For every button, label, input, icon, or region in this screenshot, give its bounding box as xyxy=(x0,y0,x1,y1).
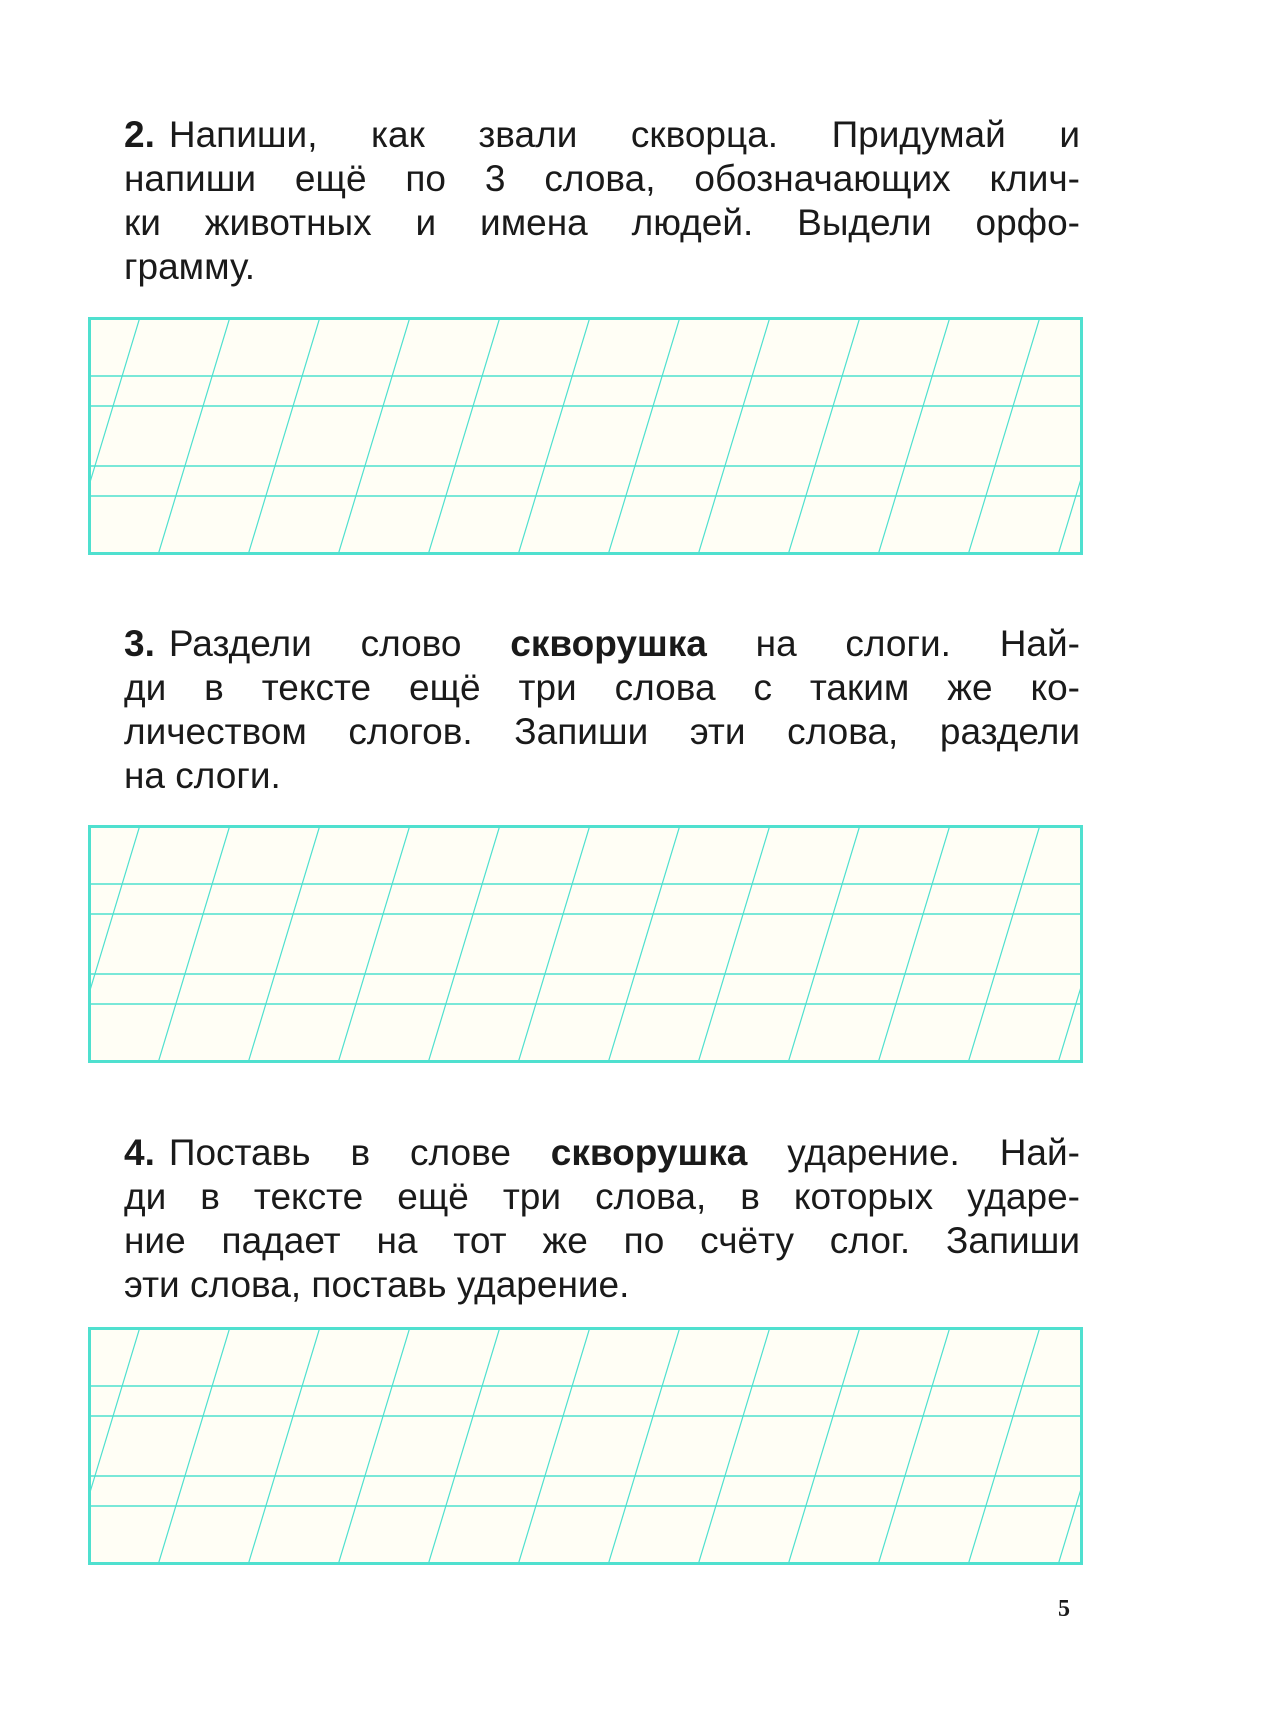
task-2-line-2-text: напиши ещё по 3 слова, обозначающих клич- xyxy=(124,158,1080,199)
task-3-line-1-text-b: на слоги. Най- xyxy=(706,623,1080,664)
task-4-line-1-text-a: Поставь в слове xyxy=(168,1132,551,1173)
task-2-line-1 xyxy=(124,113,1080,157)
task-4-line-3-text: ние падает на тот же по счёту слог. Запиши xyxy=(124,1220,1080,1261)
task-2-text xyxy=(124,113,1080,289)
task-3-line-2-text: ди в тексте ещё три слова с таким же ко- xyxy=(124,667,1080,708)
writing-grid-task-3[interactable] xyxy=(88,825,1083,1063)
task-2-line-3-text: ки животных и имена людей. Выдели орфо- xyxy=(124,202,1080,243)
task-4-text xyxy=(124,1131,1080,1307)
task-2-line-2 xyxy=(124,157,1080,201)
grid-svg xyxy=(88,1327,1083,1565)
task-4-line-2 xyxy=(124,1175,1080,1219)
page-number: 5 xyxy=(1058,1596,1070,1622)
task-3-line-2 xyxy=(124,666,1080,710)
task-2-line-4 xyxy=(124,245,1080,289)
grid-svg xyxy=(88,317,1083,555)
task-3-line-1-text-a: Раздели слово xyxy=(168,623,511,664)
keyword-skvorushka: скворушка xyxy=(550,1132,748,1173)
task-2-line-4-text: грамму. xyxy=(124,246,256,287)
task-3-line-4 xyxy=(124,754,1080,798)
keyword-skvorushka: скворушка xyxy=(510,623,707,664)
task-2-line-3 xyxy=(124,201,1080,245)
task-4-line-1-text-b: ударение. Най- xyxy=(747,1132,1081,1173)
task-4-line-3 xyxy=(124,1219,1080,1263)
task-4-line-4-text: эти слова, поставь ударение. xyxy=(124,1264,630,1305)
writing-grid-task-2[interactable] xyxy=(88,317,1083,555)
task-3-line-1 xyxy=(124,622,1080,666)
grid-background xyxy=(90,319,1082,554)
grid-svg xyxy=(88,825,1083,1063)
task-4-line-4 xyxy=(124,1263,1080,1307)
task-3-line-3 xyxy=(124,710,1080,754)
writing-grid-task-4[interactable] xyxy=(88,1327,1083,1565)
task-3-text xyxy=(124,622,1080,798)
task-4-line-1 xyxy=(124,1131,1080,1175)
task-4-number: 4. xyxy=(124,1132,155,1173)
grid-background xyxy=(90,1329,1082,1564)
task-3-line-4-text: на слоги. xyxy=(124,755,281,796)
task-3-number: 3. xyxy=(124,623,155,664)
task-4-line-2-text: ди в тексте ещё три слова, в которых ударе- xyxy=(124,1176,1080,1217)
task-3-line-3-text: личеством слогов. Запиши эти слова, раздели xyxy=(124,711,1080,752)
task-2-line-1-text: Напиши, как звали скворца. Придумай и xyxy=(168,114,1080,155)
grid-background xyxy=(90,827,1082,1062)
task-2-number: 2. xyxy=(124,114,155,155)
